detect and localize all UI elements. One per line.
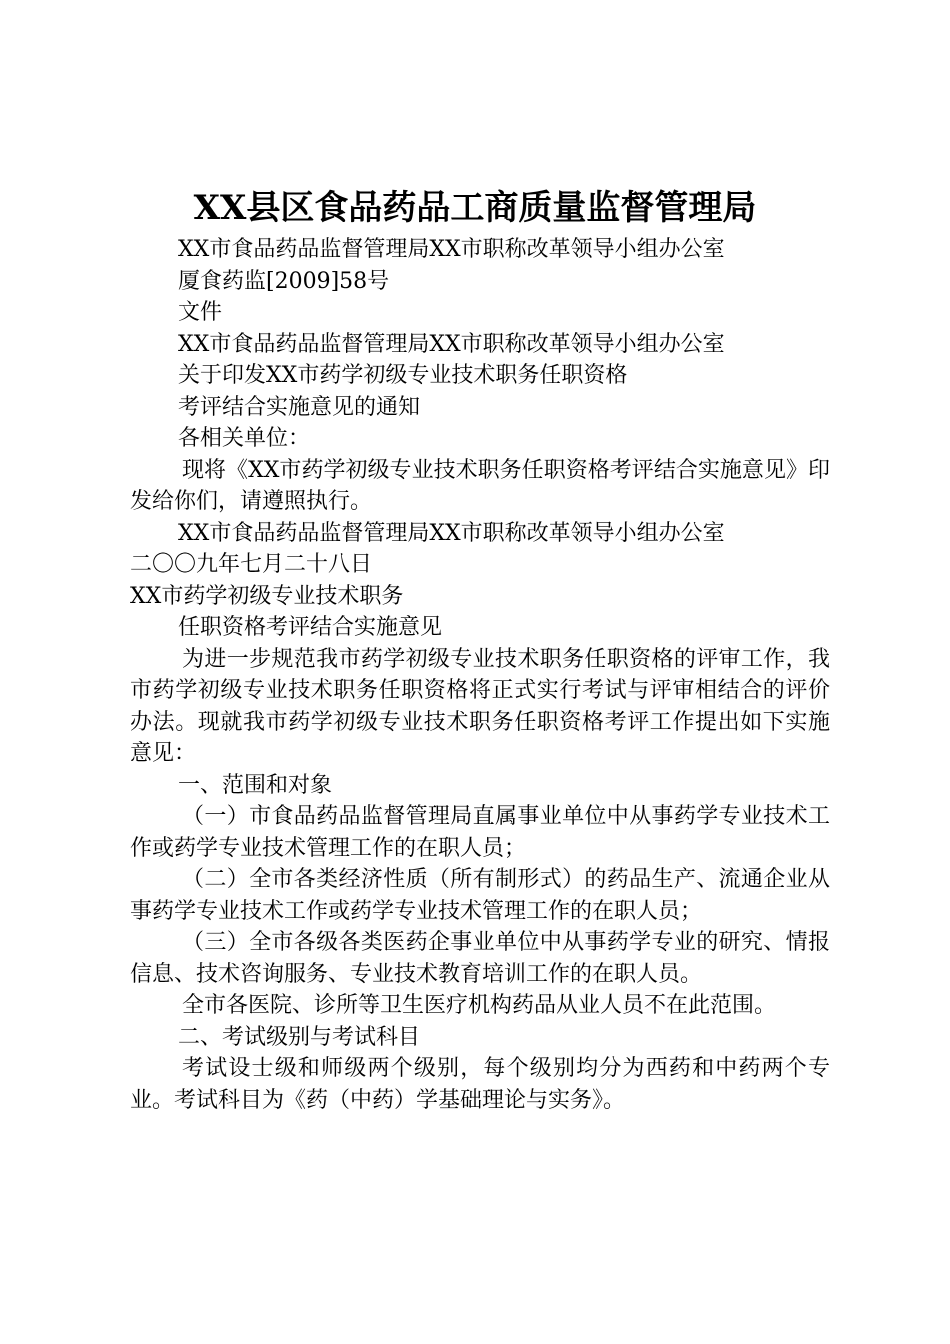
- section-heading: 任职资格考评结合实施意见: [178, 615, 443, 640]
- signature-date: 二〇〇九年七月二十八日: [130, 552, 373, 577]
- signature-issuer: XX市食品药品监督管理局XX市职称改革领导小组办公室: [178, 520, 725, 546]
- section-heading: 二、考试级别与考试科目: [178, 1024, 421, 1050]
- body-paragraph: （三）全市各级各类医药企事业单位中从事药学专业的研究、情报信息、技术咨询服务、专业技术教育培训工作的在职人员。: [130, 930, 830, 987]
- document-body: [130, 234, 830, 1116]
- section-heading: 一、范围和对象: [178, 772, 333, 798]
- document-title: XX县区食品药品工商质量监督管理局: [193, 188, 757, 228]
- body-paragraph: 考试设士级和师级两个级别，每个级别均分为西药和中药两个专业。考试科目为《药（中药）学基础理论与实务》。: [130, 1056, 830, 1113]
- section-heading: XX市药学初级专业技术职务: [130, 583, 404, 609]
- salutation: 各相关单位：: [178, 426, 311, 451]
- body-paragraph: （一）市食品药品监督管理局直属事业单位中从事药学专业技术工作或药学专业技术管理工作的在职人员；: [130, 804, 830, 861]
- body-paragraph: （二）全市各类经济性质（所有制形式）的药品生产、流通企业从事药学专业技术工作或药学专业技术管理工作的在职人员；: [130, 867, 830, 924]
- notice-title-line: 考评结合实施意见的通知: [178, 394, 421, 420]
- notice-title-line: 关于印发XX市药学初级专业技术职务任职资格: [178, 363, 628, 388]
- issuer-line: XX市食品药品监督管理局XX市职称改革领导小组办公室: [178, 331, 725, 357]
- body-paragraph: 现将《XX市药学初级专业技术职务任职资格考评结合实施意见》印发给你们，请遵照执行。: [130, 457, 830, 514]
- body-paragraph: 为进一步规范我市药学初级专业技术职务任职资格的评审工作，我市药学初级专业技术职务任职资格将正式实行考试与评审相结合的评价办法。现就我市药学初级专业技术职务任职资格考评工作提出如下实施意见：: [130, 646, 830, 766]
- body-paragraph: 全市各医院、诊所等卫生医疗机构药品从业人员不在此范围。: [182, 993, 777, 1018]
- document-number: 厦食药监[2009]58号: [178, 268, 390, 294]
- document-label: 文件: [178, 300, 223, 325]
- issuer-line: XX市食品药品监督管理局XX市职称改革领导小组办公室: [178, 237, 725, 262]
